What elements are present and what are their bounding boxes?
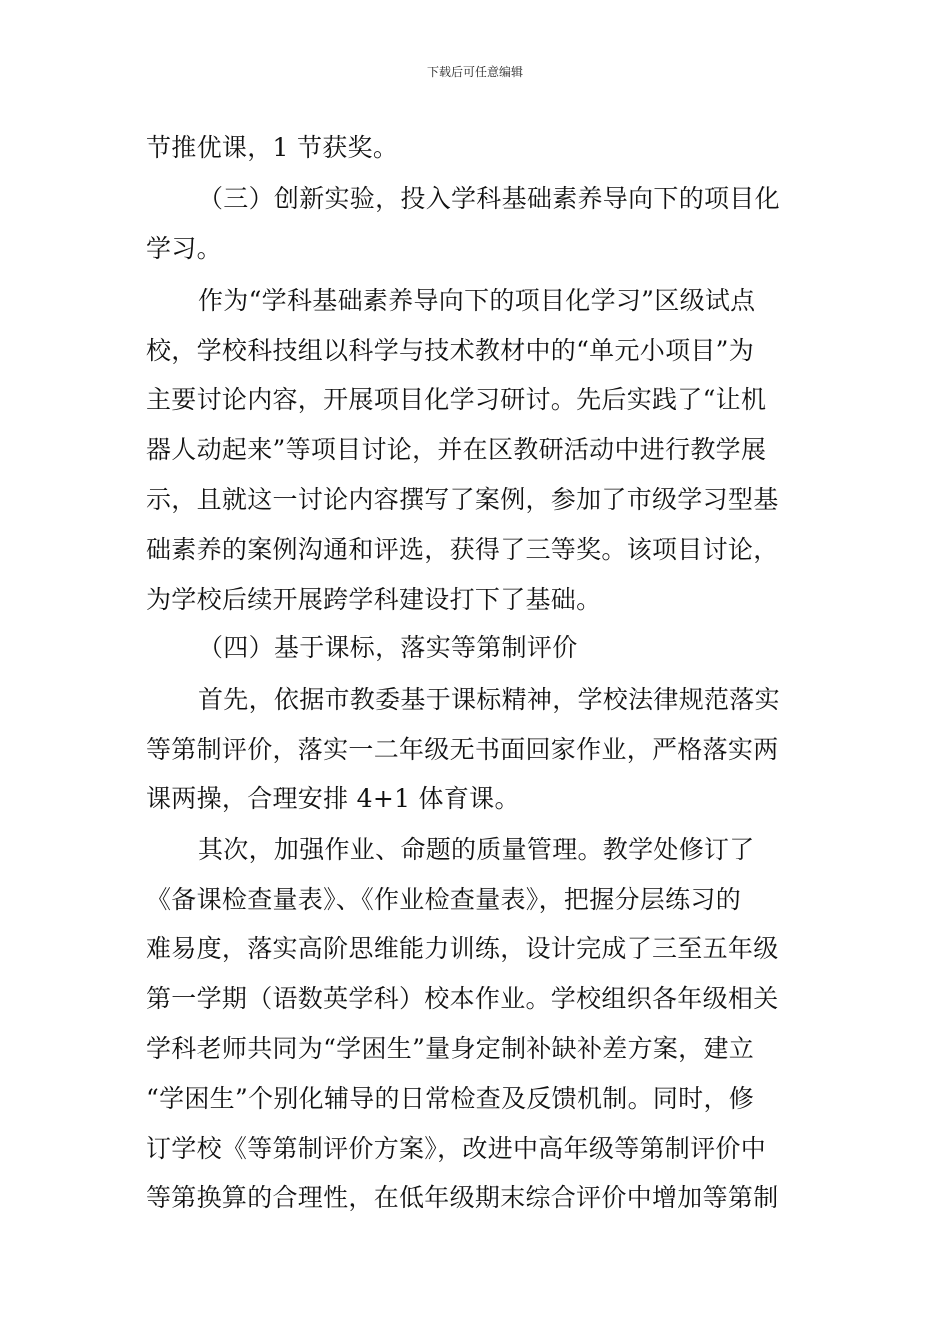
text-line: 节推优课，1 节获奖。 <box>146 133 399 162</box>
text-line: 示，且就这一讨论内容撰写了案例，参加了市级学习型基 <box>146 485 779 514</box>
section-heading: （四）基于课标，落实等第制评价 <box>198 633 578 662</box>
text-line: 难易度，落实高阶思维能力训练，设计完成了三至五年级 <box>146 934 779 963</box>
text-line: 础素养的案例沟通和评选，获得了三等奖。该项目讨论， <box>146 535 779 564</box>
text-line: 校，学校科技组以科学与技术教材中的“单元小项目”为 <box>146 336 755 365</box>
text-line: “学困生”个别化辅导的日常检查及反馈机制。同时，修 <box>146 1084 755 1113</box>
text-line: 首先，依据市教委基于课标精神，学校法律规范落实 <box>198 685 780 714</box>
text-line: 学习。 <box>146 234 222 263</box>
text-line: 等第制评价，落实一二年级无书面回家作业，严格落实两 <box>146 735 779 764</box>
text-line: 主要讨论内容，开展项目化学习研讨。先后实践了“让机 <box>146 385 767 414</box>
text-line: 为学校后续开展跨学科建设打下了基础。 <box>146 585 602 614</box>
section-heading: （三）创新实验，投入学科基础素养导向下的项目化 <box>198 184 780 213</box>
text-line: 作为“学科基础素养导向下的项目化学习”区级试点 <box>198 286 756 315</box>
text-line: 课两操，合理安排 4+1 体育课。 <box>146 784 520 813</box>
text-line: 订学校《等第制评价方案》，改进中高年级等第制评价中 <box>146 1134 767 1163</box>
text-line: 学科老师共同为“学困生”量身定制补缺补差方案，建立 <box>146 1034 755 1063</box>
page-header: 下载后可任意编辑 <box>426 65 523 79</box>
text-line: 其次，加强作业、命题的质量管理。教学处修订了 <box>198 835 755 864</box>
text-line: 《备课检查量表》、《作业检查量表》，把握分层练习的 <box>146 885 742 914</box>
text-line: 等第换算的合理性，在低年级期末综合评价中增加等第制 <box>146 1183 779 1212</box>
text-line: 第一学期（语数英学科）校本作业。学校组织各年级相关 <box>146 984 779 1013</box>
text-line: 器人动起来”等项目讨论，并在区教研活动中进行教学展 <box>146 435 767 464</box>
